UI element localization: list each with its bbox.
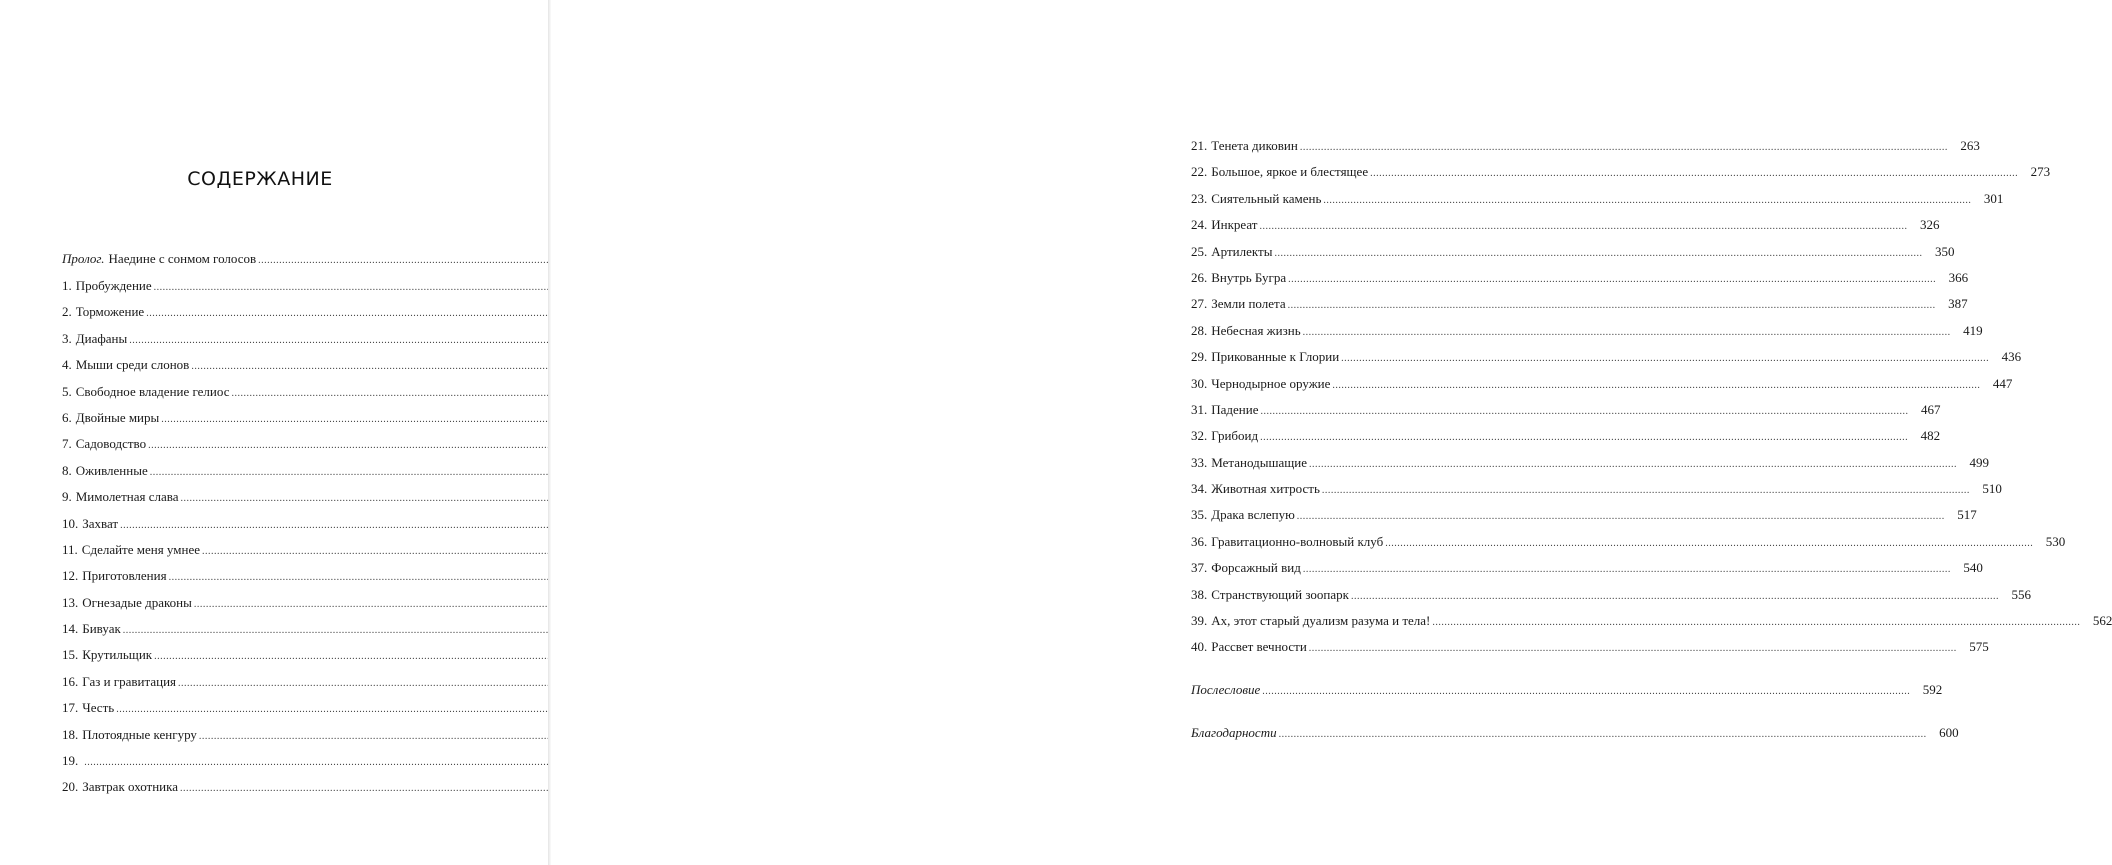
toc-page-number: 600 <box>1939 725 1959 741</box>
toc-chapter-number: 1. <box>62 278 72 293</box>
toc-chapter-number: 39. <box>1191 613 1208 629</box>
toc-leader <box>1370 161 2018 187</box>
toc-prefix: Пролог. <box>62 251 105 266</box>
toc-title: Рассвет вечности <box>1211 639 1307 655</box>
toc-chapter-number: 24. <box>1191 217 1208 233</box>
toc-page-number: 562 <box>2092 613 2112 629</box>
toc-title: Бивуак <box>82 621 121 637</box>
toc-title: Животная хитрость <box>1211 481 1320 497</box>
toc-chapter-number: 17. <box>62 700 79 716</box>
toc-title: Наедине с сонмом голосов <box>108 251 257 266</box>
toc-entry[interactable] <box>1191 608 2112 634</box>
toc-chapter-number: 23. <box>1191 190 1208 206</box>
toc-leader <box>1300 135 1948 161</box>
toc-entry[interactable] <box>62 722 456 748</box>
toc-entry[interactable] <box>62 273 456 299</box>
left-page <box>0 0 548 865</box>
toc-entry[interactable] <box>1191 291 1968 317</box>
toc-spacer <box>1191 661 1584 678</box>
toc-chapter-number: 37. <box>1191 560 1208 576</box>
toc-chapter-number: 28. <box>1191 322 1208 338</box>
toc-chapter-number: 5. <box>62 383 72 399</box>
toc-entry[interactable] <box>1191 634 1989 660</box>
toc-entry[interactable] <box>62 379 456 405</box>
toc-leader <box>1259 214 1907 240</box>
toc-leader <box>1303 557 1951 583</box>
toc-title: Артилекты <box>1211 243 1273 259</box>
toc-chapter-number: 36. <box>1191 533 1208 549</box>
toc-leader <box>1351 584 1999 610</box>
toc-entry[interactable] <box>62 326 456 352</box>
toc-entry[interactable] <box>62 299 456 325</box>
toc-title: Чернодырное оружие <box>1211 375 1331 391</box>
toc-entry[interactable] <box>62 537 456 563</box>
toc-page-number: 263 <box>1960 138 1980 153</box>
toc-leader <box>1332 373 1980 399</box>
toc-title: Послесловие <box>1191 682 1261 698</box>
toc-title: Диафаны <box>75 330 128 346</box>
toc-chapter-number: 14. <box>62 621 79 637</box>
toc-title: Честь <box>82 700 115 716</box>
toc-chapter-number: 8. <box>62 462 72 478</box>
toc-title: Прикованные к Глории <box>1211 349 1340 365</box>
toc-leader <box>1385 531 2033 557</box>
toc-entry-afterword[interactable] <box>1191 677 1943 703</box>
toc-title: Ах, этот старый дуализм разума и тела! <box>1211 613 1431 629</box>
toc-leader <box>1262 679 1910 705</box>
toc-chapter-number: 15. <box>62 647 79 663</box>
toc-chapter-number: 16. <box>62 673 79 689</box>
toc-entry[interactable] <box>1191 555 1983 581</box>
toc-leader <box>1260 399 1908 425</box>
toc-chapter-number: 11. <box>62 541 78 557</box>
contents-heading: СОДЕРЖАНИЕ <box>187 168 333 190</box>
toc-page-number: 350 <box>1934 243 1955 259</box>
toc-title: Мимолетная слава <box>75 489 179 505</box>
toc-title: Газ и гравитация <box>82 673 177 689</box>
toc-page-number: 301 <box>1983 190 2004 206</box>
toc-title: Мыши среди слонов <box>75 357 190 373</box>
toc-chapter-number: 21. <box>1191 138 1208 153</box>
toc-entry[interactable] <box>62 616 456 642</box>
toc-chapter-number: 30. <box>1191 375 1208 391</box>
toc-page-number: 447 <box>1992 375 2013 391</box>
toc-title: Гравитационно-волновый клуб <box>1211 533 1384 549</box>
toc-entry[interactable] <box>62 642 456 668</box>
toc-title: Земли полета <box>1211 296 1286 312</box>
toc-chapter-number: 2. <box>62 304 72 320</box>
toc-title: Странствующий зоопарк <box>1211 586 1349 602</box>
toc-entry[interactable] <box>1191 344 2022 370</box>
toc-entry[interactable] <box>62 590 456 616</box>
toc-title: Приготовления <box>82 568 167 584</box>
toc-title: Небесная жизнь <box>1211 322 1301 338</box>
toc-list-right <box>1191 133 2112 747</box>
toc-page-number: 556 <box>2011 586 2031 602</box>
toc-entry[interactable] <box>1191 476 2002 502</box>
toc-entry[interactable] <box>1191 212 1940 238</box>
toc-title: Сделайте меня умнее <box>81 541 200 557</box>
toc-entry[interactable] <box>1191 502 1977 528</box>
toc-page-number: 419 <box>1963 322 1983 338</box>
toc-leader <box>1432 610 2080 636</box>
toc-leader <box>1274 241 1922 267</box>
toc-page-number: 517 <box>1957 507 1977 523</box>
toc-entry[interactable] <box>1191 397 1941 423</box>
toc-entry-prologue[interactable] <box>62 245 456 273</box>
toc-entry[interactable] <box>1191 159 2051 185</box>
toc-spacer <box>1191 704 1584 721</box>
toc-title: Захват <box>82 515 119 531</box>
toc-leader <box>1303 320 1951 346</box>
toc-chapter-number: 34. <box>1191 481 1208 497</box>
toc-chapter-number: 29. <box>1191 349 1208 365</box>
toc-page-number: 326 <box>1919 217 1940 233</box>
toc-leader <box>1309 636 1957 662</box>
toc-chapter-number: 18. <box>62 726 79 742</box>
toc-entry-acknowledgements[interactable] <box>1191 720 1959 746</box>
toc-entry[interactable] <box>1191 318 1983 344</box>
toc-entry[interactable] <box>62 774 456 800</box>
toc-title: Благодарности <box>1191 725 1277 741</box>
toc-chapter-number: 27. <box>1191 296 1208 312</box>
toc-chapter-number: 26. <box>1191 269 1208 285</box>
toc-title: Форсажный вид <box>1211 560 1301 576</box>
toc-entry[interactable] <box>62 458 456 484</box>
toc-chapter-number: 40. <box>1191 639 1208 655</box>
toc-title: Инкреат <box>1211 217 1258 233</box>
toc-entry[interactable] <box>1191 186 2004 212</box>
toc-chapter-number: 4. <box>62 357 72 373</box>
toc-entry[interactable] <box>62 748 456 774</box>
toc-chapter-number: 38. <box>1191 586 1208 602</box>
toc-entry[interactable] <box>1191 239 1955 265</box>
toc-page-number: 467 <box>1920 401 1941 417</box>
toc-page-number: 592 <box>1922 682 1943 698</box>
toc-leader <box>1309 452 1957 478</box>
toc-title: Падение <box>1211 401 1259 417</box>
toc-entry[interactable] <box>62 405 456 431</box>
toc-page-number: 366 <box>1948 269 1969 285</box>
toc-title: Садоводство <box>75 436 147 452</box>
toc-title: Плотоядные кенгуру <box>82 726 197 742</box>
toc-chapter-number: 10. <box>62 515 79 531</box>
toc-chapter-number: 33. <box>1191 454 1208 470</box>
toc-list-left <box>62 245 456 801</box>
toc-chapter-number: 6. <box>62 409 72 425</box>
toc-entry[interactable] <box>62 352 456 378</box>
toc-entry[interactable] <box>1191 582 2031 608</box>
toc-title: Внутрь Бугра <box>1211 269 1287 285</box>
toc-entry[interactable] <box>62 484 456 510</box>
toc-page-number: 540 <box>1963 560 1983 576</box>
toc-title: Драка вслепую <box>1211 507 1295 523</box>
toc-title: Сиятельный камень <box>1211 190 1322 206</box>
toc-page-number: 499 <box>1969 454 1989 470</box>
toc-chapter-number: 32. <box>1191 428 1208 444</box>
toc-leader <box>1297 504 1945 530</box>
toc-title: Двойные миры <box>75 409 160 425</box>
toc-leader <box>1260 425 1908 451</box>
toc-leader <box>1279 722 1927 748</box>
toc-title: Пробуждение <box>75 278 152 293</box>
toc-page-number: 436 <box>2001 349 2022 365</box>
toc-leader <box>1288 267 1936 293</box>
toc-chapter-number: 25. <box>1191 243 1208 259</box>
toc-entry[interactable] <box>1191 265 1969 291</box>
toc-page-number: 482 <box>1920 428 1941 444</box>
toc-title: Огнезадые драконы <box>82 594 192 610</box>
toc-chapter-number: 3. <box>62 330 72 346</box>
toc-chapter-number: 20. <box>62 779 79 795</box>
toc-title: Большое, яркое и блестящее <box>1211 164 1369 180</box>
toc-title: Крутильщик <box>82 647 153 663</box>
toc-chapter-number: 9. <box>62 489 72 505</box>
toc-title: Метанодышащие <box>1211 454 1307 470</box>
toc-entry[interactable] <box>62 511 456 537</box>
toc-entry[interactable] <box>1191 529 2066 555</box>
toc-entry[interactable] <box>62 669 456 695</box>
toc-page-number: 273 <box>2030 164 2051 180</box>
toc-leader <box>1323 188 1971 214</box>
toc-entry[interactable] <box>1191 133 1980 159</box>
toc-title: Грибоид <box>1211 428 1259 444</box>
toc-title: Тенета диковин <box>1211 138 1298 153</box>
toc-title: Завтрак охотника <box>82 779 179 795</box>
toc-entry[interactable] <box>1191 371 2013 397</box>
toc-page-number: 530 <box>2045 533 2066 549</box>
toc-page-number: 510 <box>1982 481 2002 497</box>
toc-entry[interactable] <box>62 563 456 589</box>
toc-entry[interactable] <box>62 695 456 721</box>
toc-entry[interactable] <box>1191 450 1989 476</box>
toc-entry[interactable] <box>1191 423 1941 449</box>
toc-entry[interactable] <box>62 431 456 457</box>
toc-leader <box>1322 478 1970 504</box>
toc-chapter-number: 22. <box>1191 164 1208 180</box>
toc-chapter-number: 7. <box>62 436 72 452</box>
toc-title: Оживленные <box>75 462 148 478</box>
toc-chapter-number: 12. <box>62 568 79 584</box>
toc-title: Свободное владение гелиос <box>75 383 230 399</box>
toc-chapter-number: 35. <box>1191 507 1208 523</box>
toc-title: Торможение <box>75 304 145 320</box>
toc-leader <box>1288 293 1936 319</box>
toc-chapter-number: 13. <box>62 594 79 610</box>
toc-page-number: 387 <box>1948 296 1968 312</box>
right-page <box>551 0 2112 865</box>
toc-leader <box>1341 346 1989 372</box>
toc-chapter-number: 31. <box>1191 401 1208 417</box>
toc-chapter-number: 19. <box>62 753 79 769</box>
toc-page-number: 575 <box>1969 639 1989 655</box>
